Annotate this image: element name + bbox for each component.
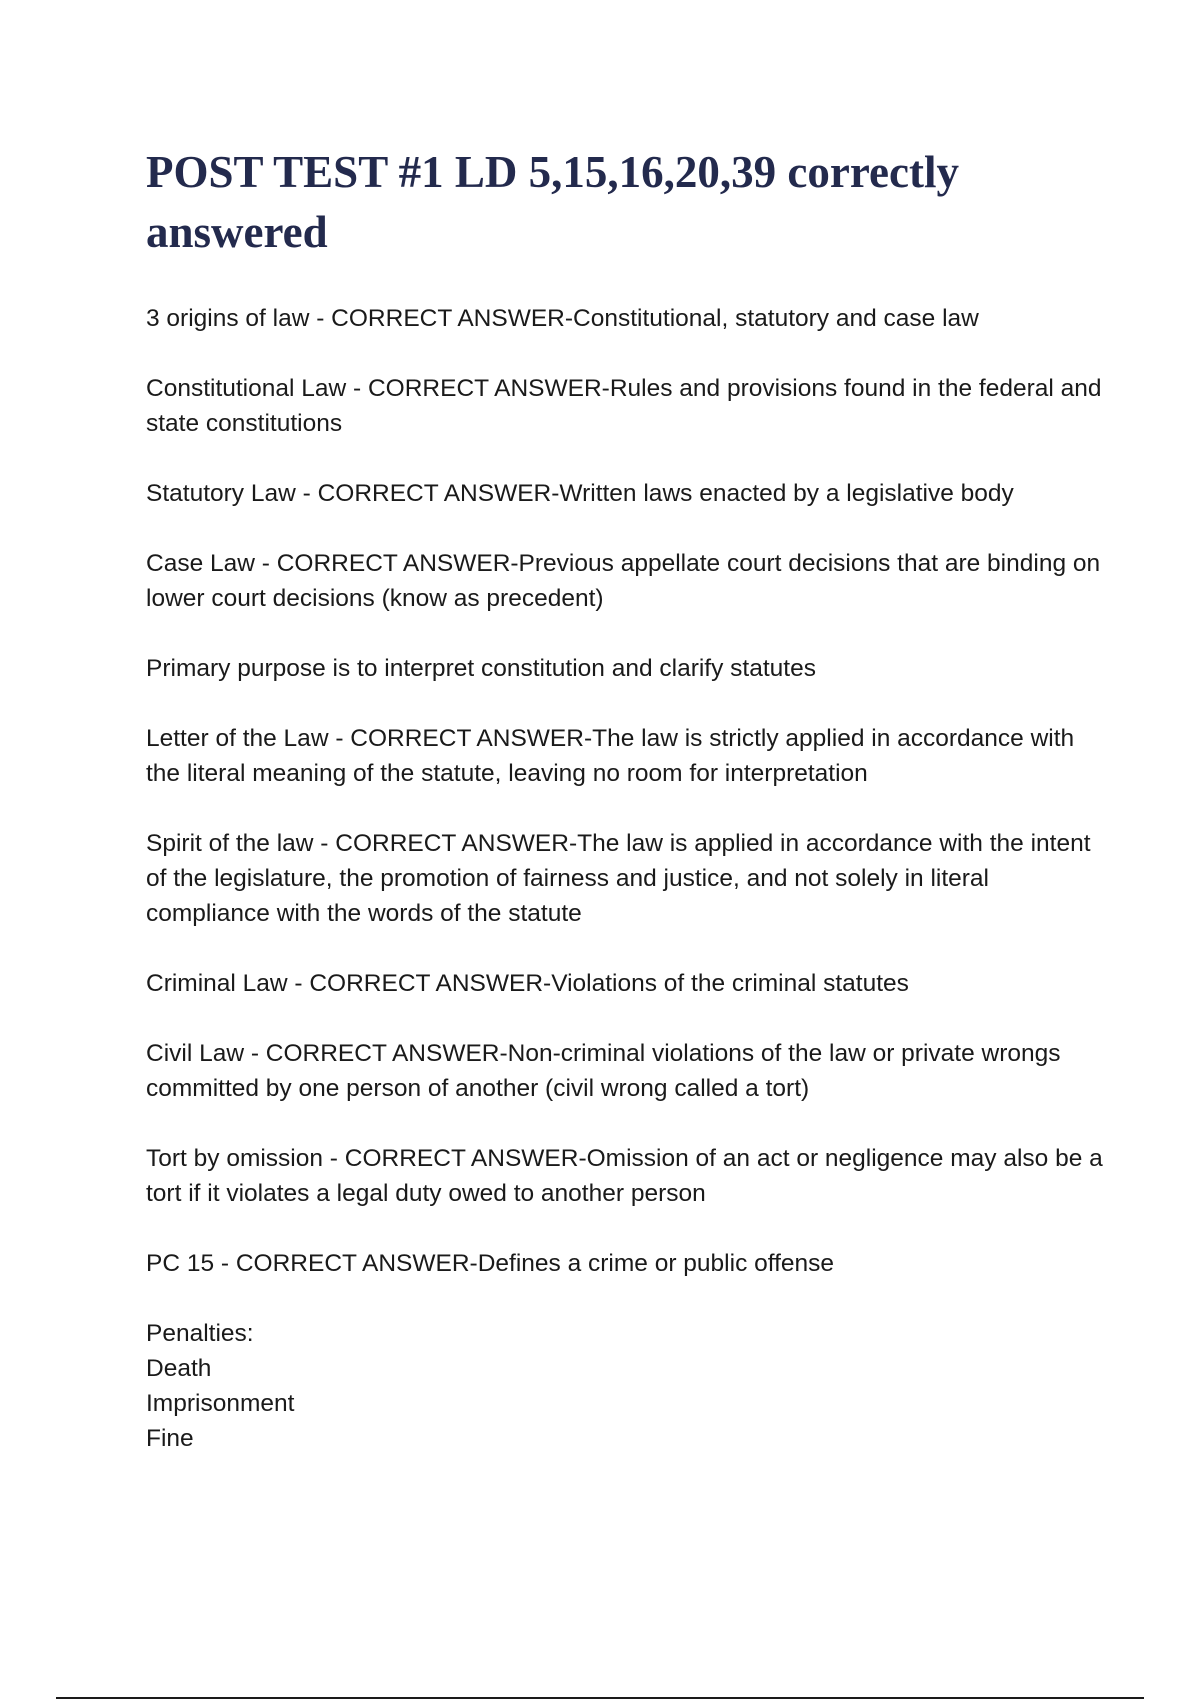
qa-item: Criminal Law - CORRECT ANSWER-Violations of the criminal statutes xyxy=(146,970,909,997)
page-title: POST TEST #1 LD 5,15,16,20,39 correctly answered xyxy=(146,147,959,257)
penalty-item: Death xyxy=(146,1355,212,1382)
penalty-item: Imprisonment xyxy=(146,1390,295,1417)
qa-item: 3 origins of law - CORRECT ANSWER-Constitutional, statutory and case law xyxy=(146,305,979,332)
penalties-heading: Penalties: xyxy=(146,1320,254,1347)
qa-item: Primary purpose is to interpret constitution and clarify statutes xyxy=(146,655,816,682)
penalties-block xyxy=(146,1316,1106,1456)
qa-item: Letter of the Law - CORRECT ANSWER-The law is strictly applied in accordance with the literal meaning of the statute, leaving no room for interpretation xyxy=(146,725,1075,787)
qa-item: PC 15 - CORRECT ANSWER-Defines a crime or public offense xyxy=(146,1250,835,1277)
qa-item: Civil Law - CORRECT ANSWER-Non-criminal violations of the law or private wrongs committed by one person of another (civil wrong called a tort) xyxy=(146,1040,1061,1102)
qa-item: Constitutional Law - CORRECT ANSWER-Rules and provisions found in the federal and state constitutions xyxy=(146,375,1102,437)
qa-item: Tort by omission - CORRECT ANSWER-Omission of an act or negligence may also be a tort if it violates a legal duty owed to another person xyxy=(146,1145,1103,1207)
qa-item: Statutory Law - CORRECT ANSWER-Written laws enacted by a legislative body xyxy=(146,480,1014,507)
qa-item: Case Law - CORRECT ANSWER-Previous appellate court decisions that are binding on lower court decisions (know as precedent) xyxy=(146,550,1101,612)
penalty-item: Fine xyxy=(146,1425,194,1452)
qa-item: Spirit of the law - CORRECT ANSWER-The law is applied in accordance with the intent of the legislature, the promotion of fairness and justice, and not solely in literal compliance with the words of the statute xyxy=(146,830,1091,927)
footer-divider xyxy=(56,1697,1144,1699)
document-body xyxy=(146,301,1106,1491)
